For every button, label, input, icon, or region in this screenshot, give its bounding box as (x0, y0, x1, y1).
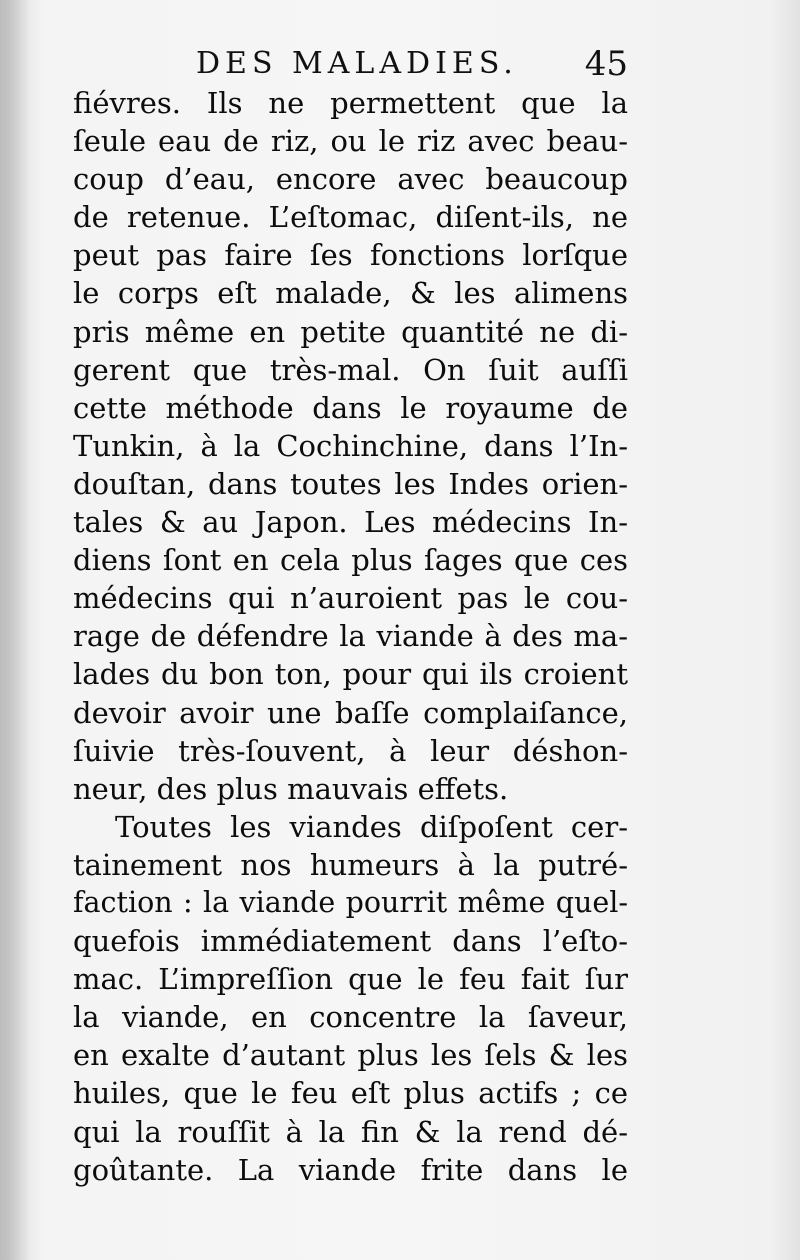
text-line: peut pas faire ſes fonctions lorſque (73, 238, 628, 273)
text-line: de retenue. L’eſtomac, diſent-ils, ne (73, 200, 628, 235)
text-line: goûtante. La viande frite dans le (73, 1152, 628, 1187)
text-line: en exalte d’autant plus les ſels & les (73, 1038, 628, 1073)
text-line: pris même en petite quantité ne di- (73, 314, 628, 349)
text-line: fiévres. Ils ne permettent que la (73, 86, 628, 120)
text-line: lades du bon ton, pour qui ils croient (73, 657, 628, 692)
text-line: faction : la viande pourrit même quel- (73, 885, 628, 919)
text-line: médecins qui n’auroient pas le cou- (73, 581, 628, 616)
text-line: le corps eſt malade, & les alimens (73, 276, 628, 311)
page-number: 45 (584, 44, 628, 84)
text-line: Tunkin, à la Cochinchine, dans l’In- (73, 428, 628, 463)
running-title: DES MALADIES. (196, 46, 518, 81)
text-line: tainement nos humeurs à la putré- (73, 847, 628, 882)
text-line: Toutes les viandes diſpoſent cer- (115, 809, 628, 844)
text-line: coup d’eau, encore avec beaucoup (73, 162, 628, 197)
body-text (73, 84, 628, 1189)
text-line: rage de défendre la viande à des ma- (73, 619, 628, 654)
text-line: gerent que très-mal. On ſuit auſſi (73, 352, 628, 387)
text-line: cette méthode dans le royaume de (73, 390, 628, 425)
paragraph-1 (73, 84, 628, 808)
text-line: quefois immédiatement dans l’eſto- (73, 924, 628, 959)
text-line: ſuivie très-ſouvent, à leur déshon- (73, 733, 628, 768)
text-line: diens ſont en cela plus ſages que ces (73, 543, 628, 578)
page-gutter-shadow (0, 0, 30, 1260)
text-line: tales & au Japon. Les médecins In- (73, 505, 628, 540)
text-line: douſtan, dans toutes les Indes orien- (73, 466, 628, 501)
text-line: mac. L’impreſſion que le feu fait ſur (73, 962, 628, 997)
text-line: neur, des plus mauvais effets. (73, 771, 509, 806)
text-line: qui la rouſſit à la fin & la rend dé- (73, 1114, 628, 1149)
paragraph-2 (73, 808, 628, 1189)
text-line: la viande, en concentre la ſaveur, (73, 1000, 628, 1035)
text-line: devoir avoir une baſſe complaiſance, (73, 695, 628, 730)
text-line: ſeule eau de riz, ou le riz avec beau- (73, 124, 628, 159)
text-line: huiles, que le feu eſt plus actifs ; ce (73, 1076, 628, 1111)
page-header (68, 44, 628, 86)
